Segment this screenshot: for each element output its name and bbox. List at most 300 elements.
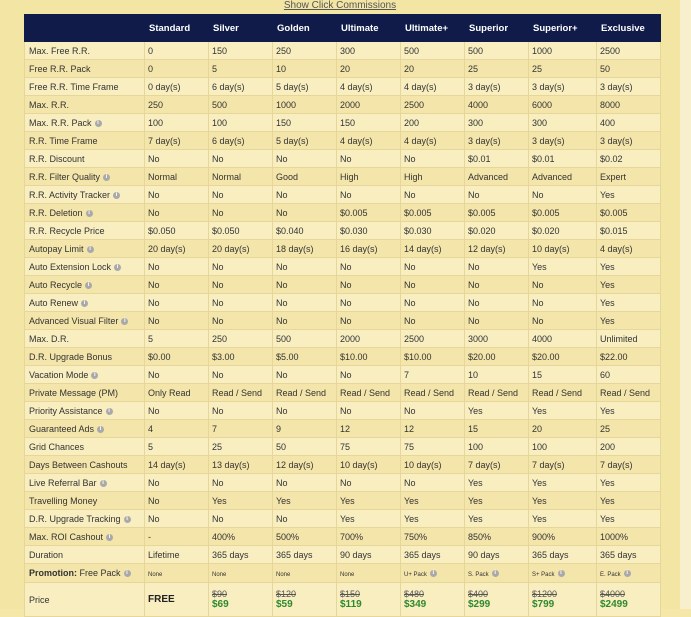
table-cell: Normal — [145, 168, 209, 186]
table-cell: No — [337, 150, 401, 168]
promotion-cell — [529, 564, 597, 583]
table-cell: No — [145, 366, 209, 384]
table-cell: 4 — [145, 420, 209, 438]
new-price: $2499 — [600, 599, 628, 610]
info-icon[interactable]: i — [95, 120, 102, 127]
table-cell: No — [337, 474, 401, 492]
row-label — [25, 240, 145, 258]
table-cell: No — [273, 312, 337, 330]
row-label — [25, 150, 145, 168]
table-cell: 1000 — [273, 96, 337, 114]
table-cell: Yes — [465, 402, 529, 420]
row-label-text: Travelling Money — [29, 495, 98, 506]
promotion-pack-text: None — [148, 572, 163, 578]
table-cell: No — [465, 186, 529, 204]
table-cell: - — [145, 528, 209, 546]
info-icon[interactable]: i — [492, 570, 499, 577]
table-cell: 900% — [529, 528, 597, 546]
row-label — [25, 168, 145, 186]
table-row — [25, 42, 661, 60]
table-cell: Read / Send — [401, 384, 465, 402]
show-click-commissions-link[interactable]: Show Click Commissions — [283, 0, 397, 11]
table-cell: 7 day(s) — [465, 456, 529, 474]
table-cell: Yes — [465, 510, 529, 528]
table-cell: No — [273, 366, 337, 384]
old-price: $400 — [468, 589, 489, 599]
table-cell: $0.005 — [465, 204, 529, 222]
table-cell: 850% — [465, 528, 529, 546]
row-label-text: Free R.R. Time Frame — [29, 81, 119, 92]
row-label — [25, 60, 145, 78]
table-cell: Expert — [597, 168, 661, 186]
info-icon[interactable]: i — [558, 570, 565, 577]
table-cell: 500 — [401, 42, 465, 60]
row-label-text: Autopay Limit — [29, 243, 84, 254]
promotion-pack-text: S+ Pack — [532, 572, 555, 578]
table-cell: No — [273, 186, 337, 204]
table-cell: 75 — [401, 438, 465, 456]
info-icon[interactable]: i — [124, 570, 131, 577]
table-cell: 250 — [209, 330, 273, 348]
table-cell: 14 day(s) — [401, 240, 465, 258]
table-cell: Read / Send — [465, 384, 529, 402]
table-cell: 20 — [337, 60, 401, 78]
table-cell: No — [529, 312, 597, 330]
new-price: $59 — [276, 599, 293, 610]
promotion-pack-text: None — [276, 572, 291, 578]
row-label-text: R.R. Discount — [29, 153, 85, 164]
table-row — [25, 168, 661, 186]
table-cell: No — [145, 492, 209, 510]
table-cell: Yes — [529, 402, 597, 420]
table-cell: No — [337, 276, 401, 294]
new-price: $69 — [212, 599, 229, 610]
table-cell: 60 — [597, 366, 661, 384]
table-cell: 2000 — [337, 96, 401, 114]
table-cell: 700% — [337, 528, 401, 546]
table-cell: No — [145, 150, 209, 168]
table-cell: 50 — [273, 438, 337, 456]
price-row — [25, 583, 661, 617]
table-cell: 3 day(s) — [465, 78, 529, 96]
old-price: $120 — [276, 589, 297, 599]
table-cell: No — [337, 402, 401, 420]
table-header-row — [25, 15, 661, 42]
table-cell: 0 — [145, 60, 209, 78]
price-cell[interactable] — [209, 583, 273, 617]
table-cell: 365 days — [529, 546, 597, 564]
table-cell: No — [209, 474, 273, 492]
price-cell[interactable] — [273, 583, 337, 617]
table-cell: 13 day(s) — [209, 456, 273, 474]
table-cell: No — [273, 510, 337, 528]
table-cell: No — [401, 276, 465, 294]
table-cell: 4 day(s) — [337, 78, 401, 96]
table-cell: 25 — [465, 60, 529, 78]
table-row — [25, 420, 661, 438]
price-label: Price — [25, 583, 145, 617]
info-icon[interactable]: i — [97, 426, 104, 433]
table-cell: Read / Send — [209, 384, 273, 402]
membership-comparison-table — [24, 14, 661, 617]
row-label — [25, 222, 145, 240]
table-cell: 50 — [597, 60, 661, 78]
table-cell: No — [465, 276, 529, 294]
row-label-text: Max. R.R. — [29, 99, 70, 110]
row-label-text: Duration — [29, 549, 64, 560]
table-cell: 20 — [401, 60, 465, 78]
table-cell: Advanced — [529, 168, 597, 186]
info-icon[interactable]: i — [81, 300, 88, 307]
table-cell: Yes — [597, 186, 661, 204]
table-cell: No — [529, 276, 597, 294]
row-label — [25, 546, 145, 564]
table-row — [25, 312, 661, 330]
column-header: Golden — [273, 15, 337, 42]
info-icon[interactable]: i — [87, 246, 94, 253]
info-icon[interactable]: i — [430, 570, 437, 577]
table-row — [25, 330, 661, 348]
promotion-pack-text: None — [340, 572, 355, 578]
table-cell: No — [273, 294, 337, 312]
table-cell: 3 day(s) — [597, 132, 661, 150]
row-label-text: R.R. Time Frame — [29, 135, 98, 146]
table-cell: $0.050 — [209, 222, 273, 240]
table-cell: Good — [273, 168, 337, 186]
table-row — [25, 222, 661, 240]
info-icon[interactable]: i — [113, 192, 120, 199]
table-cell: 3 day(s) — [597, 78, 661, 96]
table-cell: $0.030 — [401, 222, 465, 240]
table-cell: No — [273, 474, 337, 492]
info-icon[interactable]: i — [100, 480, 107, 487]
info-icon[interactable]: i — [85, 282, 92, 289]
table-cell: Read / Send — [529, 384, 597, 402]
price-cell[interactable] — [337, 583, 401, 617]
info-icon[interactable]: i — [106, 408, 113, 415]
table-cell: No — [273, 204, 337, 222]
old-price: $4000 — [600, 589, 626, 599]
table-cell: 7 — [209, 420, 273, 438]
row-label — [25, 258, 145, 276]
table-cell: 7 day(s) — [529, 456, 597, 474]
table-cell: Yes — [337, 510, 401, 528]
row-label-text: Priority Assistance — [29, 405, 103, 416]
table-cell: 2500 — [597, 42, 661, 60]
row-label-text: Max. ROI Cashout — [29, 531, 104, 542]
table-cell: 20 — [529, 420, 597, 438]
table-cell: 200 — [401, 114, 465, 132]
info-icon[interactable]: i — [114, 264, 121, 271]
table-cell: No — [209, 312, 273, 330]
table-cell: 365 days — [401, 546, 465, 564]
promotion-pack-text: S. Pack — [468, 572, 489, 578]
table-cell: $3.00 — [209, 348, 273, 366]
table-cell: 7 day(s) — [597, 456, 661, 474]
row-label — [25, 78, 145, 96]
table-cell: No — [401, 402, 465, 420]
table-cell: Yes — [273, 492, 337, 510]
table-cell: Yes — [529, 474, 597, 492]
table-cell: 365 days — [273, 546, 337, 564]
table-cell: No — [145, 510, 209, 528]
table-cell: 3 day(s) — [529, 78, 597, 96]
promotion-label-text: Free Pack — [77, 568, 121, 578]
table-cell: Yes — [597, 294, 661, 312]
table-cell: 100 — [145, 114, 209, 132]
price-cell[interactable] — [597, 583, 661, 617]
row-label — [25, 510, 145, 528]
row-label — [25, 312, 145, 330]
new-price: $119 — [340, 599, 362, 610]
table-cell: 250 — [145, 96, 209, 114]
table-row — [25, 546, 661, 564]
table-cell: $0.005 — [401, 204, 465, 222]
table-cell: 3000 — [465, 330, 529, 348]
row-label — [25, 42, 145, 60]
promotion-cell — [401, 564, 465, 583]
table-cell: 400 — [597, 114, 661, 132]
row-label — [25, 384, 145, 402]
table-cell: $0.005 — [529, 204, 597, 222]
info-icon[interactable]: i — [121, 318, 128, 325]
column-header: Ultimate — [337, 15, 401, 42]
column-header: Exclusive — [597, 15, 661, 42]
table-cell: $0.02 — [597, 150, 661, 168]
promotion-cell — [465, 564, 529, 583]
table-cell: $0.030 — [337, 222, 401, 240]
table-cell: 16 day(s) — [337, 240, 401, 258]
table-row — [25, 366, 661, 384]
free-price: FREE — [148, 594, 175, 605]
info-icon[interactable]: i — [86, 210, 93, 217]
row-label — [25, 474, 145, 492]
table-cell: 6000 — [529, 96, 597, 114]
table-cell: 500 — [465, 42, 529, 60]
table-cell: No — [401, 258, 465, 276]
row-label-text: R.R. Filter Quality — [29, 171, 101, 182]
row-label-text: Max. R.R. Pack — [29, 117, 92, 128]
table-cell: 150 — [273, 114, 337, 132]
row-label — [25, 528, 145, 546]
table-cell: $20.00 — [465, 348, 529, 366]
table-cell: 12 — [337, 420, 401, 438]
table-cell: Yes — [401, 492, 465, 510]
table-cell: 500 — [273, 330, 337, 348]
info-icon[interactable]: i — [91, 372, 98, 379]
table-cell: 8000 — [597, 96, 661, 114]
table-cell: 3 day(s) — [465, 132, 529, 150]
info-icon[interactable]: i — [124, 516, 131, 523]
table-cell: No — [145, 474, 209, 492]
table-cell: 15 — [465, 420, 529, 438]
table-cell: Yes — [529, 258, 597, 276]
row-label-text: Private Message (PM) — [29, 387, 119, 398]
table-cell: 1000% — [597, 528, 661, 546]
table-cell: $0.00 — [145, 348, 209, 366]
table-cell: Yes — [401, 510, 465, 528]
promotion-cell — [209, 564, 273, 583]
table-cell: 2500 — [401, 96, 465, 114]
table-cell: 6 day(s) — [209, 78, 273, 96]
old-price: $150 — [340, 589, 361, 599]
row-label-text: Auto Extension Lock — [29, 261, 112, 272]
table-cell: No — [209, 510, 273, 528]
column-header: Standard — [145, 15, 209, 42]
table-cell: 14 day(s) — [145, 456, 209, 474]
row-label — [25, 186, 145, 204]
table-cell: Normal — [209, 168, 273, 186]
table-cell: No — [337, 312, 401, 330]
table-cell: 5 day(s) — [273, 132, 337, 150]
row-label-text: Max. D.R. — [29, 333, 70, 344]
table-cell: $0.050 — [145, 222, 209, 240]
table-row — [25, 348, 661, 366]
table-cell: $0.020 — [529, 222, 597, 240]
table-cell: 500% — [273, 528, 337, 546]
table-cell: 2000 — [337, 330, 401, 348]
row-label-text: Guaranteed Ads — [29, 423, 95, 434]
table-cell: 150 — [209, 42, 273, 60]
promotion-cell — [273, 564, 337, 583]
table-row — [25, 384, 661, 402]
table-cell: $22.00 — [597, 348, 661, 366]
table-cell: $0.005 — [597, 204, 661, 222]
row-label — [25, 294, 145, 312]
table-cell: 100 — [529, 438, 597, 456]
table-cell: Yes — [337, 492, 401, 510]
table-cell: 6 day(s) — [209, 132, 273, 150]
table-cell: Unlimited — [597, 330, 661, 348]
table-cell: 4000 — [529, 330, 597, 348]
table-cell: No — [465, 312, 529, 330]
table-cell: No — [337, 258, 401, 276]
table-row — [25, 474, 661, 492]
table-cell: No — [401, 186, 465, 204]
price-cell[interactable] — [465, 583, 529, 617]
table-cell: Advanced — [465, 168, 529, 186]
column-header: Ultimate+ — [401, 15, 465, 42]
table-cell: $0.01 — [529, 150, 597, 168]
table-cell: $0.005 — [337, 204, 401, 222]
promotion-row — [25, 564, 661, 583]
table-cell: 10 day(s) — [337, 456, 401, 474]
table-cell: 1000 — [529, 42, 597, 60]
table-cell: Yes — [597, 474, 661, 492]
table-cell: 20 day(s) — [209, 240, 273, 258]
price-cell[interactable] — [529, 583, 597, 617]
row-label-text: Days Between Cashouts — [29, 459, 128, 470]
row-label — [25, 402, 145, 420]
table-cell: 2500 — [401, 330, 465, 348]
table-cell: 90 days — [465, 546, 529, 564]
table-cell: 18 day(s) — [273, 240, 337, 258]
table-cell: No — [273, 402, 337, 420]
table-cell: 20 day(s) — [145, 240, 209, 258]
table-cell: 365 days — [597, 546, 661, 564]
table-cell: 200 — [597, 438, 661, 456]
info-icon[interactable]: i — [106, 534, 113, 541]
table-row — [25, 258, 661, 276]
price-cell[interactable] — [145, 583, 209, 617]
table-cell: 25 — [529, 60, 597, 78]
table-cell: No — [401, 474, 465, 492]
table-cell: 100 — [209, 114, 273, 132]
table-cell: Yes — [465, 474, 529, 492]
table-cell: No — [465, 294, 529, 312]
table-cell: $10.00 — [337, 348, 401, 366]
table-cell: Yes — [465, 492, 529, 510]
info-icon[interactable]: i — [624, 570, 631, 577]
row-label — [25, 330, 145, 348]
table-cell: Yes — [209, 492, 273, 510]
promotion-label-bold: Promotion: — [29, 568, 77, 578]
table-cell: No — [529, 294, 597, 312]
table-cell: 10 — [465, 366, 529, 384]
price-cell[interactable] — [401, 583, 465, 617]
table-cell: $20.00 — [529, 348, 597, 366]
row-label-text: R.R. Deletion — [29, 207, 83, 218]
row-label — [25, 348, 145, 366]
table-cell: 4 day(s) — [337, 132, 401, 150]
table-cell: 12 — [401, 420, 465, 438]
table-row — [25, 510, 661, 528]
table-cell: 10 day(s) — [529, 240, 597, 258]
row-label — [25, 96, 145, 114]
table-cell: 0 — [145, 42, 209, 60]
table-cell: 75 — [337, 438, 401, 456]
info-icon[interactable]: i — [103, 174, 110, 181]
row-label-text: D.R. Upgrade Bonus — [29, 351, 113, 362]
table-cell: Yes — [597, 276, 661, 294]
table-cell: No — [145, 204, 209, 222]
promotion-pack-text: None — [212, 572, 227, 578]
row-label-text: Free R.R. Pack — [29, 63, 91, 74]
row-label-text: Max. Free R.R. — [29, 45, 91, 56]
table-cell: 5 — [209, 60, 273, 78]
table-row — [25, 456, 661, 474]
row-label-text: D.R. Upgrade Tracking — [29, 513, 121, 524]
table-row — [25, 114, 661, 132]
table-cell: 4 day(s) — [597, 240, 661, 258]
table-cell: 100 — [465, 438, 529, 456]
table-cell: No — [145, 402, 209, 420]
table-cell: 12 day(s) — [465, 240, 529, 258]
table-cell: Read / Send — [337, 384, 401, 402]
new-price: $299 — [468, 599, 491, 610]
table-row — [25, 60, 661, 78]
table-cell: 12 day(s) — [273, 456, 337, 474]
old-price: $90 — [212, 589, 228, 599]
table-cell: 25 — [209, 438, 273, 456]
old-price: $480 — [404, 589, 425, 599]
table-row — [25, 528, 661, 546]
promotion-cell — [597, 564, 661, 583]
table-cell: $0.015 — [597, 222, 661, 240]
page-margin — [680, 0, 691, 609]
promotion-cell — [145, 564, 209, 583]
table-cell: No — [209, 276, 273, 294]
row-label-text: Vacation Mode — [29, 369, 89, 380]
table-cell: 4 day(s) — [401, 78, 465, 96]
table-row — [25, 294, 661, 312]
table-cell: 300 — [465, 114, 529, 132]
table-cell: 25 — [597, 420, 661, 438]
table-cell: $0.020 — [465, 222, 529, 240]
table-cell: 10 day(s) — [401, 456, 465, 474]
table-cell: $10.00 — [401, 348, 465, 366]
row-label — [25, 204, 145, 222]
